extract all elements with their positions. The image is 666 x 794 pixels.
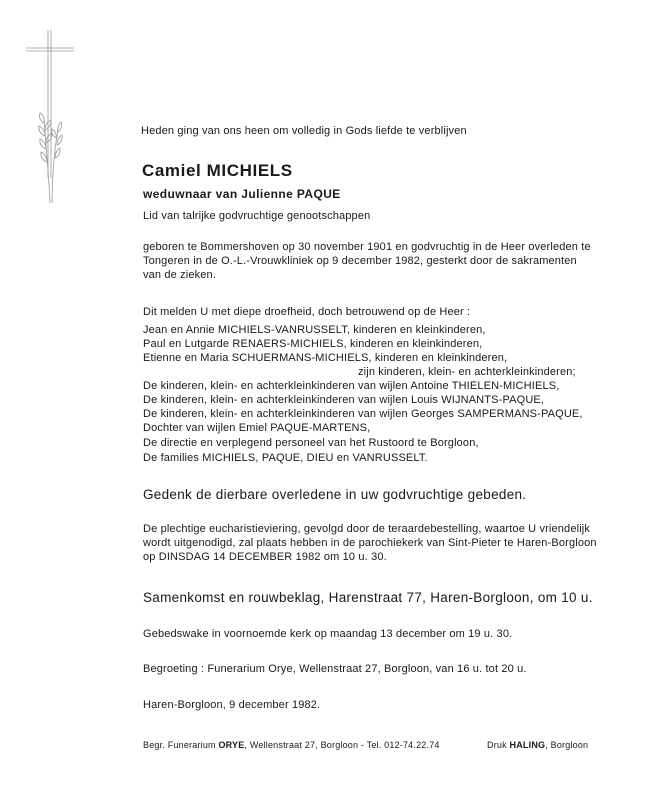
remembrance-line: Gedenk de dierbare overledene in uw godvruchtige gebeden.: [143, 487, 527, 502]
cross-with-wheat-icon: [22, 28, 82, 208]
birth-death-line-1: geboren te Bommershoven op 30 november 1901 en godvruchtig in de Heer overleden te: [143, 241, 591, 253]
printer-footer: [487, 738, 588, 752]
family-line: zijn kinderen, klein- en achterkleinkinderen;: [358, 366, 576, 378]
undertaker-name: ORYE: [218, 740, 245, 750]
family-line: De families MICHIELS, PAQUE, DIEU en VANRUSSELT.: [143, 452, 428, 464]
deceased-name: Camiel MICHIELS: [142, 161, 293, 180]
family-line: De directie en verplegend personeel van het Rustoord te Borgloon,: [143, 437, 479, 449]
printer-name: HALING: [509, 740, 546, 750]
family-line: Etienne en Maria SCHUERMANS-MICHIELS, kinderen en kleinkinderen,: [143, 352, 508, 364]
mass-line-3: op DINSDAG 14 DECEMBER 1982 om 10 u. 30.: [143, 551, 387, 563]
family-line: Jean en Annie MICHIELS-VANRUSSELT, kinderen en kleinkinderen,: [143, 324, 486, 336]
mass-line-2: wordt uitgenodigd, zal plaats hebben in de parochiekerk van Sint-Pieter te Haren-Borgloon: [143, 537, 597, 549]
spouse-line: weduwnaar van Julienne PAQUE: [143, 187, 341, 201]
undertaker-prefix: Begr. Funerarium: [143, 740, 216, 750]
mass-line-1: De plechtige eucharistieviering, gevolgd door de teraardebestelling, waartoe U vriendelijk: [143, 523, 591, 535]
family-line: De kinderen, klein- en achterkleinkinderen van wijlen Georges SAMPERMANS-PAQUE,: [143, 408, 583, 420]
undertaker-details: , Wellenstraat 27, Borgloon - Tel. 012-74.22.74: [244, 740, 440, 750]
printer-prefix: Druk: [487, 740, 507, 750]
membership-line: Lid van talrijke godvruchtige genootschappen: [143, 210, 371, 222]
undertaker-footer: [143, 738, 440, 752]
birth-death-line-3: van de zieken.: [143, 269, 217, 281]
family-line: Paul en Lutgarde RENAERS-MICHIELS, kinderen en kleinkinderen,: [143, 338, 483, 350]
birth-death-line-2: Tongeren in de O.-L.-Vrouwkliniek op 9 december 1982, gesterkt door de sakramenten: [143, 255, 577, 267]
intro-line: Heden ging van ons heen om volledig in Gods liefde te verblijven: [141, 125, 467, 137]
family-line: De kinderen, klein- en achterkleinkinderen van wijlen Louis WIJNANTS-PAQUE,: [143, 394, 545, 406]
announcement-line: Dit melden U met diepe droefheid, doch betrouwend op de Heer :: [143, 306, 471, 318]
printer-details: , Borgloon: [545, 740, 589, 750]
place-date: Haren-Borgloon, 9 december 1982.: [143, 699, 321, 711]
gathering-line: Samenkomst en rouwbeklag, Harenstraat 77, Haren-Borgloon, om 10 u.: [143, 590, 593, 605]
greeting-line: Begroeting : Funerarium Orye, Wellenstraat 27, Borgloon, van 16 u. tot 20 u.: [143, 663, 527, 675]
family-line: Dochter van wijlen Emiel PAQUE-MARTENS,: [143, 422, 371, 434]
family-line: De kinderen, klein- en achterkleinkinderen van wijlen Antoine THIELEN-MICHIELS,: [143, 380, 560, 392]
vigil-line: Gebedswake in voornoemde kerk op maandag 13 december om 19 u. 30.: [143, 628, 513, 640]
